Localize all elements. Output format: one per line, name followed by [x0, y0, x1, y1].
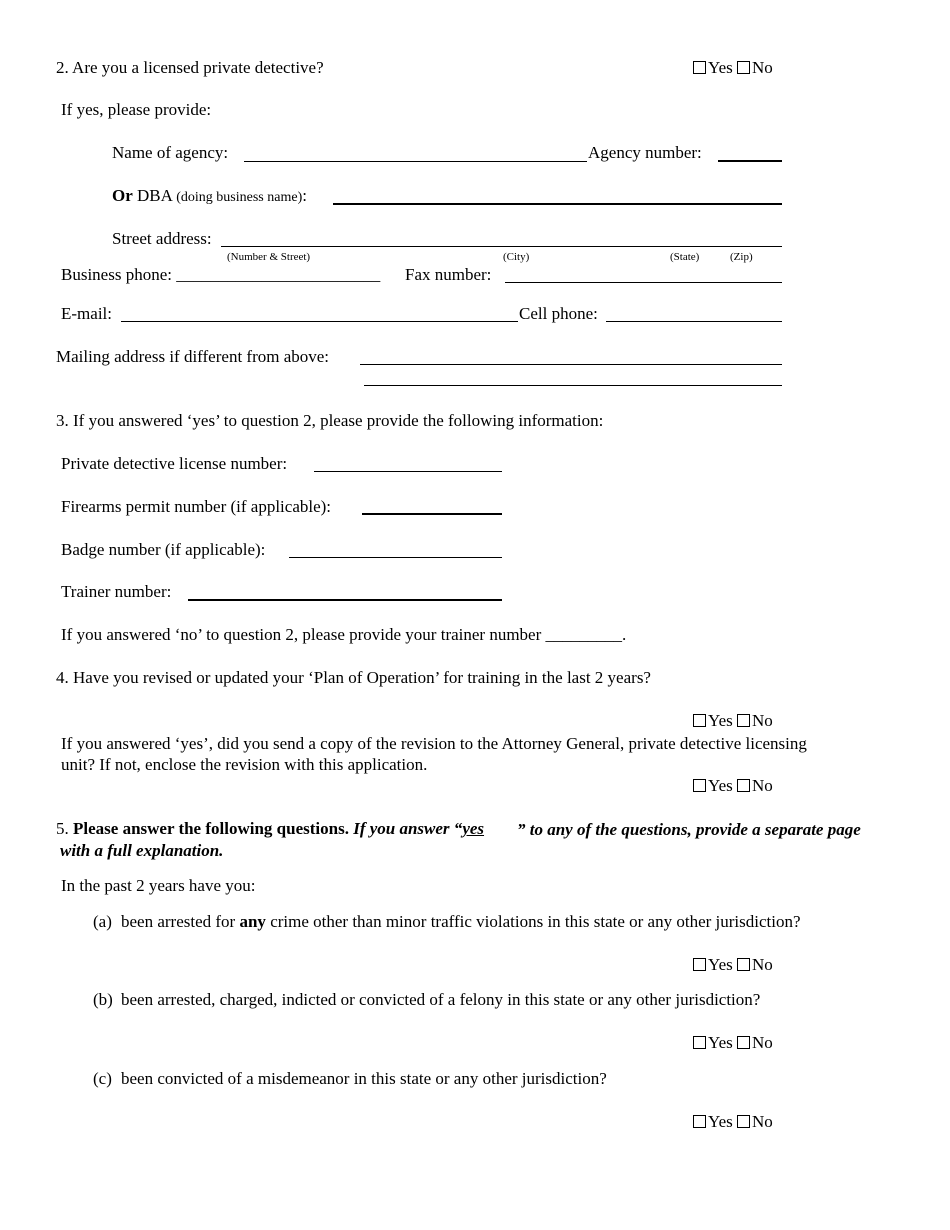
q5c-no-checkbox[interactable] — [737, 1115, 750, 1128]
q4-no-checkbox[interactable] — [737, 714, 750, 727]
q5b-yes-checkbox[interactable] — [693, 1036, 706, 1049]
city-hint: (City) — [503, 251, 530, 263]
dba-label: Or DBA (doing business name): — [112, 186, 307, 205]
firearms-permit-label: Firearms permit number (if applicable): — [61, 497, 332, 516]
mailing-address-field-1[interactable] — [360, 364, 782, 365]
q5b-no-checkbox[interactable] — [737, 1036, 750, 1049]
q2-question: 2. Are you a licensed private detective? — [56, 58, 324, 77]
q4-followup-yes-no: Yes No — [693, 776, 773, 796]
trainer-number-label: Trainer number: — [61, 582, 172, 601]
q5-heading-rest: ” to any of the questions, provide a separate page with a full explanation. — [60, 820, 861, 860]
agency-name-label: Name of agency: — [112, 143, 229, 162]
q4-question: 4. Have you revised or updated your ‘Plan of Operation’ for training in the last 2 years? — [56, 668, 651, 687]
fax-number-label: Fax number: — [405, 265, 492, 284]
q4-yes-no: Yes No — [693, 711, 773, 731]
q5b-label: (b) — [93, 990, 113, 1009]
license-number-label: Private detective license number: — [61, 454, 288, 473]
q4-yes-checkbox[interactable] — [693, 714, 706, 727]
fax-number-field[interactable] — [505, 282, 782, 283]
q2-no-checkbox[interactable] — [737, 61, 750, 74]
q4-followup: If you answered ‘yes’, did you send a copy of the revision to the Attorney General, private detective licensing unit? If not, enclose the revision with this application. — [61, 734, 807, 774]
no-trainer-text: If you answered ‘no’ to question 2, please provide your trainer number _________. — [61, 625, 627, 644]
dba-field[interactable] — [333, 203, 782, 205]
q5a-no-checkbox[interactable] — [737, 958, 750, 971]
cell-phone-field[interactable] — [606, 321, 782, 322]
email-field[interactable] — [121, 321, 518, 322]
agency-number-field[interactable] — [718, 160, 782, 162]
street-hint: (Number & Street) — [227, 251, 311, 263]
q5b-text: been arrested, charged, indicted or convicted of a felony in this state or any other jurisdiction? — [121, 990, 761, 1009]
q5a-label: (a) — [93, 912, 112, 931]
q4-followup-yes-checkbox[interactable] — [693, 779, 706, 792]
state-hint: (State) — [670, 251, 700, 263]
q5-intro: In the past 2 years have you: — [61, 876, 256, 895]
q2-yes-checkbox[interactable] — [693, 61, 706, 74]
q5-heading-line-1: 5. Please answer the following questions. If you answer “yes — [56, 819, 485, 838]
license-number-field[interactable] — [314, 471, 502, 472]
street-address-label: Street address: — [112, 229, 212, 248]
mailing-address-label: Mailing address if different from above: — [56, 347, 330, 366]
firearms-permit-field[interactable] — [362, 513, 502, 515]
business-phone-field[interactable]: ________________________ — [176, 265, 381, 284]
q5c-yes-checkbox[interactable] — [693, 1115, 706, 1128]
badge-number-field[interactable] — [289, 557, 502, 558]
q2-yes-no: Yes No — [693, 58, 773, 78]
badge-number-label: Badge number (if applicable): — [61, 540, 266, 559]
email-label: E-mail: — [61, 304, 112, 323]
agency-number-label: Agency number: — [588, 143, 702, 162]
q5a-yes-no: Yes No — [693, 955, 773, 975]
mailing-address-field-2[interactable] — [364, 385, 782, 386]
q2-if-yes-text: If yes, please provide: — [61, 100, 212, 119]
agency-name-field[interactable] — [244, 161, 587, 162]
q5c-label: (c) — [93, 1069, 112, 1088]
zip-hint: (Zip) — [730, 251, 753, 263]
street-address-field[interactable] — [221, 246, 782, 247]
q5a-text: been arrested for any crime other than minor traffic violations in this state or any other jurisdiction? — [121, 912, 801, 931]
q5b-yes-no: Yes No — [693, 1033, 773, 1053]
trainer-number-field[interactable] — [188, 599, 502, 601]
q5a-yes-checkbox[interactable] — [693, 958, 706, 971]
q3-question: 3. If you answered ‘yes’ to question 2, please provide the following information: — [56, 411, 604, 430]
q5c-yes-no: Yes No — [693, 1112, 773, 1132]
business-phone-label: Business phone: ________________________ — [61, 265, 381, 284]
q4-followup-no-checkbox[interactable] — [737, 779, 750, 792]
q5c-text: been convicted of a misdemeanor in this state or any other jurisdiction? — [121, 1069, 607, 1088]
cell-phone-label: Cell phone: — [519, 304, 598, 323]
